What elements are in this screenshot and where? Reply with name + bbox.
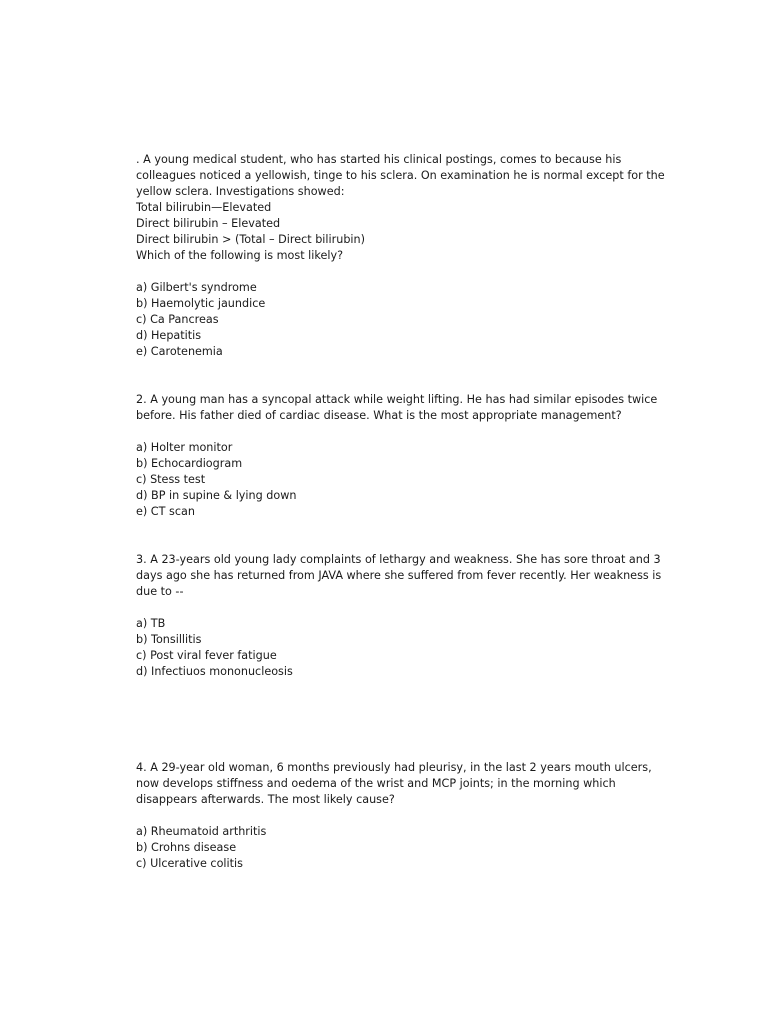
question-4-option: a) Rheumatoid arthritis xyxy=(136,825,267,838)
question-3-stem-line: due to -- xyxy=(136,585,184,598)
question-1-stem-line: Direct bilirubin – Elevated xyxy=(136,217,281,230)
question-1-option: a) Gilbert's syndrome xyxy=(136,281,257,294)
question-1-stem-line: Total bilirubin—Elevated xyxy=(136,201,272,214)
question-1-stem-line: Which of the following is most likely? xyxy=(136,249,344,262)
question-3-stem-line: 3. A 23-years old young lady complaints of lethargy and weakness. She has sore throat and 3 xyxy=(136,553,661,566)
question-1-stem-line: . A young medical student, who has started his clinical postings, comes to because his xyxy=(136,153,622,166)
question-2-option: c) Stess test xyxy=(136,473,206,486)
question-3-option: a) TB xyxy=(136,617,166,630)
question-3-stem-line: days ago she has returned from JAVA where she suffered from fever recently. Her weakness is xyxy=(136,569,662,582)
question-1-option: c) Ca Pancreas xyxy=(136,313,219,326)
question-4-stem-line: 4. A 29-year old woman, 6 months previously had pleurisy, in the last 2 years mouth ulcers, xyxy=(136,761,652,774)
question-4-option: b) Crohns disease xyxy=(136,841,237,854)
question-2-option: d) BP in supine & lying down xyxy=(136,489,297,502)
question-1-option: d) Hepatitis xyxy=(136,329,202,342)
question-2-option: e) CT scan xyxy=(136,505,195,518)
question-4-stem-line: now develops stiffness and oedema of the wrist and MCP joints; in the morning which xyxy=(136,777,616,790)
question-2-option: b) Echocardiogram xyxy=(136,457,243,470)
question-2-stem-line: before. His father died of cardiac disease. What is the most appropriate management? xyxy=(136,409,622,422)
question-1-option: b) Haemolytic jaundice xyxy=(136,297,266,310)
question-4-stem-line: disappears afterwards. The most likely cause? xyxy=(136,793,395,806)
question-3-option: d) Infectiuos mononucleosis xyxy=(136,665,293,678)
question-3-option: b) Tonsillitis xyxy=(136,633,202,646)
question-1-stem-line: colleagues noticed a yellowish, tinge to his sclera. On examination he is normal except for the xyxy=(136,169,665,182)
question-2-option: a) Holter monitor xyxy=(136,441,233,454)
question-3-option: c) Post viral fever fatigue xyxy=(136,649,277,662)
question-1-option: e) Carotenemia xyxy=(136,345,223,358)
question-1-stem-line: yellow sclera. Investigations showed: xyxy=(136,185,345,198)
question-4-option: c) Ulcerative colitis xyxy=(136,857,243,870)
question-2-stem-line: 2. A young man has a syncopal attack while weight lifting. He has had similar episodes twice xyxy=(136,393,658,406)
question-1-stem-line: Direct bilirubin > (Total – Direct bilirubin) xyxy=(136,233,365,246)
